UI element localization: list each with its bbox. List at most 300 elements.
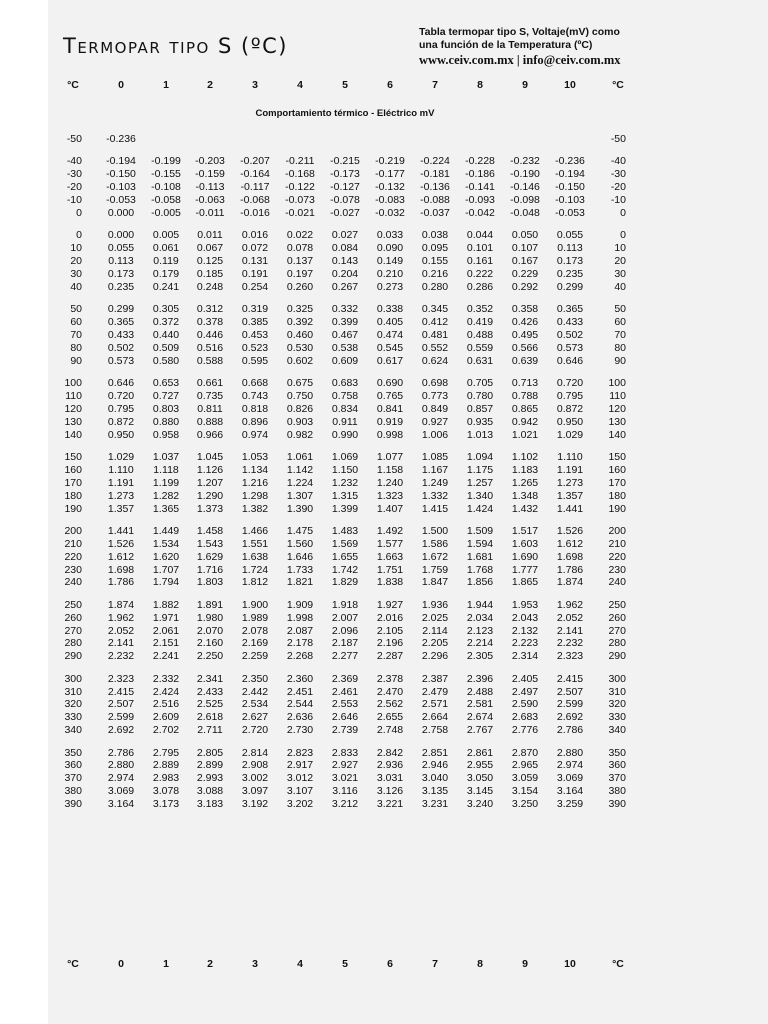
cell-mv: 1.492 — [376, 524, 404, 537]
row-temperature-left: 30 — [70, 267, 82, 280]
cell-mv: 2.405 — [511, 672, 539, 685]
cell-mv: 0.050 — [511, 229, 539, 242]
row-temperature-right: 240 — [608, 576, 626, 589]
cell-mv: -0.150 — [555, 181, 585, 194]
cell-mv: -0.048 — [510, 206, 540, 219]
cell-mv: 1.698 — [107, 563, 135, 576]
cell-mv: 2.387 — [421, 672, 449, 685]
cell-mv: 1.373 — [196, 502, 224, 515]
row-temperature-left: 50 — [70, 303, 82, 316]
cell-mv: 2.917 — [286, 759, 314, 772]
cell-mv: 0.453 — [241, 328, 269, 341]
cell-mv: 0.758 — [331, 389, 359, 402]
cell-mv: 1.944 — [466, 598, 494, 611]
cell-mv: 0.780 — [466, 389, 494, 402]
cell-mv: 1.273 — [556, 476, 584, 489]
cell-mv: 0.372 — [152, 316, 180, 328]
cell-mv: 3.164 — [107, 798, 135, 811]
cell-mv: 2.889 — [152, 759, 180, 772]
cell-mv: 1.838 — [376, 576, 404, 589]
cell-mv: 2.341 — [196, 672, 224, 685]
cell-mv: 1.085 — [421, 450, 449, 463]
cell-mv: 0.433 — [107, 328, 135, 341]
cell-mv: -0.016 — [240, 206, 270, 219]
cell-mv: 2.562 — [376, 698, 404, 711]
table-row — [0, 612, 768, 624]
cell-mv: 1.483 — [331, 524, 359, 537]
table-row — [0, 724, 768, 736]
row-temperature-right: 10 — [614, 242, 626, 255]
cell-mv: 1.829 — [331, 576, 359, 589]
cell-mv: 0.044 — [466, 229, 494, 242]
cell-mv: 0.149 — [376, 255, 404, 267]
cell-mv: -0.093 — [465, 194, 495, 206]
cell-mv: 2.360 — [286, 672, 314, 685]
cell-mv: 1.856 — [466, 576, 494, 589]
cell-mv: 0.668 — [241, 377, 269, 389]
cell-mv: 1.526 — [556, 524, 584, 537]
cell-mv: 0.841 — [376, 402, 404, 415]
row-temperature-right: 90 — [614, 354, 626, 367]
row-temperature-left: -20 — [66, 181, 82, 194]
cell-mv: 0.653 — [152, 377, 180, 389]
cell-mv: 1.013 — [466, 428, 494, 441]
cell-mv: 1.029 — [556, 428, 584, 441]
table-row — [0, 133, 768, 145]
cell-mv: 0.358 — [511, 303, 539, 316]
row-temperature-left: 140 — [64, 428, 82, 441]
cell-mv: 2.123 — [466, 624, 494, 637]
row-temperature-left: 240 — [64, 576, 82, 589]
cell-mv: 0.624 — [421, 354, 449, 367]
row-temperature-left: 350 — [64, 746, 82, 759]
cell-mv: 0.273 — [376, 280, 404, 293]
cell-mv: 0.378 — [196, 316, 224, 328]
cell-mv: 0.888 — [196, 415, 224, 428]
cell-mv: 1.399 — [331, 502, 359, 515]
cell-mv: 1.167 — [421, 463, 449, 476]
cell-mv: 0.509 — [152, 341, 180, 354]
cell-mv: 1.786 — [107, 576, 135, 589]
cell-mv: 3.250 — [511, 798, 539, 811]
cell-mv: 1.874 — [107, 598, 135, 611]
cell-mv: 2.296 — [421, 650, 449, 663]
cell-mv: 2.052 — [556, 611, 584, 624]
cell-mv: 0.773 — [421, 389, 449, 402]
cell-mv: 0.385 — [241, 316, 269, 328]
cell-mv: 1.577 — [376, 537, 404, 550]
row-temperature-left: 170 — [64, 476, 82, 489]
cell-mv: 0.602 — [286, 354, 314, 367]
cell-mv: 1.332 — [421, 489, 449, 502]
cell-mv: -0.232 — [510, 155, 540, 168]
cell-mv: 0.173 — [107, 267, 135, 280]
cell-mv: 1.348 — [511, 489, 539, 502]
cell-mv: 0.433 — [556, 316, 584, 328]
cell-mv: 2.415 — [107, 685, 135, 698]
cell-mv: 0.419 — [466, 316, 494, 328]
row-temperature-left: 370 — [64, 772, 82, 785]
cell-mv: 1.812 — [241, 576, 269, 589]
cell-mv: 0.365 — [107, 316, 135, 328]
table-row — [0, 785, 768, 797]
cell-mv: 3.164 — [556, 785, 584, 798]
cell-mv: 0.312 — [196, 303, 224, 316]
cell-mv: 1.759 — [421, 563, 449, 576]
cell-mv: 1.390 — [286, 502, 314, 515]
cell-mv: 2.332 — [152, 672, 180, 685]
cell-mv: 1.998 — [286, 611, 314, 624]
cell-mv: 1.466 — [241, 524, 269, 537]
row-temperature-right: 40 — [614, 280, 626, 293]
cell-mv: 0.179 — [152, 267, 180, 280]
cell-mv: 1.053 — [241, 450, 269, 463]
cell-mv: 0.545 — [376, 341, 404, 354]
cell-mv: 0.067 — [196, 242, 224, 255]
row-temperature-right: 180 — [608, 489, 626, 502]
cell-mv: 2.016 — [376, 611, 404, 624]
row-temperature-right: 390 — [608, 798, 626, 811]
cell-mv: 1.918 — [331, 598, 359, 611]
cell-mv: 0.137 — [286, 255, 314, 267]
description-line-1: Tabla termopar tipo S, Voltaje(mV) como — [419, 26, 620, 38]
cell-mv: 2.277 — [331, 650, 359, 663]
column-header: 9 — [522, 958, 528, 970]
cell-mv: 0.460 — [286, 328, 314, 341]
cell-mv: 0.713 — [511, 377, 539, 389]
row-temperature-right: 290 — [608, 650, 626, 663]
cell-mv: 1.971 — [152, 611, 180, 624]
cell-mv: -0.168 — [285, 168, 315, 181]
cell-mv: 2.461 — [331, 685, 359, 698]
cell-mv: 0.072 — [241, 242, 269, 255]
cell-mv: 2.132 — [511, 624, 539, 637]
cell-mv: -0.219 — [375, 155, 405, 168]
row-temperature-right: 220 — [608, 550, 626, 563]
cell-mv: 1.882 — [152, 598, 180, 611]
cell-mv: 0.720 — [556, 377, 584, 389]
row-temperature-right: 320 — [608, 698, 626, 711]
cell-mv: 0.974 — [241, 428, 269, 441]
cell-mv: 0.690 — [376, 377, 404, 389]
table-row — [0, 377, 768, 389]
row-temperature-left: 340 — [64, 724, 82, 737]
cell-mv: 0.161 — [466, 255, 494, 267]
cell-mv: 2.599 — [107, 711, 135, 724]
column-header: 7 — [432, 79, 438, 91]
row-temperature-left: 310 — [64, 685, 82, 698]
cell-mv: 2.590 — [511, 698, 539, 711]
cell-mv: -0.224 — [420, 155, 450, 168]
cell-mv: 1.021 — [511, 428, 539, 441]
cell-mv: 0.872 — [556, 402, 584, 415]
row-temperature-right: 260 — [608, 611, 626, 624]
cell-mv: 3.040 — [421, 772, 449, 785]
cell-mv: 2.739 — [331, 724, 359, 737]
row-temperature-left: -50 — [66, 133, 82, 145]
cell-mv: 0.698 — [421, 377, 449, 389]
cell-mv: 0.865 — [511, 402, 539, 415]
row-temperature-right: 50 — [614, 303, 626, 316]
cell-mv: 0.446 — [196, 328, 224, 341]
cell-mv: 2.268 — [286, 650, 314, 663]
cell-mv: 1.006 — [421, 428, 449, 441]
cell-mv: 1.118 — [153, 463, 179, 476]
cell-mv: 0.235 — [107, 280, 135, 293]
cell-mv: -0.037 — [420, 206, 450, 219]
cell-mv: -0.211 — [285, 155, 315, 168]
cell-mv: 1.551 — [241, 537, 269, 550]
cell-mv: 0.559 — [466, 341, 494, 354]
table-row — [0, 268, 768, 280]
row-temperature-left: 270 — [64, 624, 82, 637]
column-header: 3 — [252, 79, 258, 91]
cell-mv: 3.221 — [376, 798, 404, 811]
cell-mv: 1.458 — [196, 524, 224, 537]
cell-mv: -0.042 — [465, 206, 495, 219]
cell-mv: -0.207 — [240, 155, 270, 168]
cell-mv: 2.096 — [331, 624, 359, 637]
cell-mv: 2.823 — [286, 746, 314, 759]
table-row — [0, 698, 768, 710]
column-header: 1 — [163, 958, 169, 970]
cell-mv: 2.396 — [466, 672, 494, 685]
cell-mv: 0.078 — [286, 242, 314, 255]
table-row — [0, 711, 768, 723]
cell-mv: 2.683 — [511, 711, 539, 724]
cell-mv: 1.183 — [511, 463, 539, 476]
table-row — [0, 490, 768, 502]
row-temperature-left: 160 — [64, 463, 82, 476]
cell-mv: 2.664 — [421, 711, 449, 724]
row-temperature-right: 330 — [608, 711, 626, 724]
cell-mv: -0.159 — [195, 168, 225, 181]
row-temperature-right: 120 — [608, 402, 626, 415]
cell-mv: 0.119 — [153, 255, 179, 267]
cell-mv: 1.586 — [421, 537, 449, 550]
cell-mv: 0.254 — [241, 280, 269, 293]
cell-mv: 2.043 — [511, 611, 539, 624]
cell-mv: 2.160 — [196, 637, 224, 650]
cell-mv: 3.202 — [286, 798, 314, 811]
cell-mv: 1.415 — [421, 502, 449, 515]
table-row — [0, 429, 768, 441]
table-row — [0, 416, 768, 428]
cell-mv: 2.323 — [556, 650, 584, 663]
column-header: 2 — [207, 958, 213, 970]
cell-mv: 2.720 — [241, 724, 269, 737]
row-temperature-left: 150 — [64, 450, 82, 463]
cell-mv: -0.068 — [240, 194, 270, 206]
column-header: °C — [612, 79, 624, 91]
cell-mv: -0.098 — [510, 194, 540, 206]
cell-mv: 0.440 — [152, 328, 180, 341]
cell-mv: 2.880 — [107, 759, 135, 772]
cell-mv: 0.639 — [511, 354, 539, 367]
cell-mv: 0.210 — [376, 267, 404, 280]
column-header: 5 — [342, 958, 348, 970]
cell-mv: 2.899 — [196, 759, 224, 772]
cell-mv: 2.479 — [421, 685, 449, 698]
table-row — [0, 329, 768, 341]
cell-mv: 2.232 — [107, 650, 135, 663]
cell-mv: 2.927 — [331, 759, 359, 772]
cell-mv: 0.803 — [152, 402, 180, 415]
cell-mv: 0.516 — [196, 341, 224, 354]
cell-mv: 0.580 — [152, 354, 180, 367]
row-temperature-right: 100 — [608, 377, 626, 389]
cell-mv: 1.569 — [331, 537, 359, 550]
table-row — [0, 464, 768, 476]
cell-mv: 0.488 — [466, 328, 494, 341]
column-header: 9 — [522, 79, 528, 91]
cell-mv: 1.927 — [376, 598, 404, 611]
column-header-row-bottom — [0, 958, 768, 972]
cell-mv: 1.232 — [331, 476, 359, 489]
cell-mv: 0.720 — [107, 389, 135, 402]
table-row — [0, 181, 768, 193]
cell-mv: 1.794 — [152, 576, 180, 589]
cell-mv: 3.088 — [196, 785, 224, 798]
row-temperature-right: 190 — [608, 502, 626, 515]
table-row — [0, 551, 768, 563]
cell-mv: 0.286 — [466, 280, 494, 293]
row-temperature-left: 0 — [76, 229, 82, 242]
table-row — [0, 747, 768, 759]
table-row — [0, 316, 768, 328]
cell-mv: 0.795 — [107, 402, 135, 415]
table-row — [0, 599, 768, 611]
cell-mv: 3.145 — [466, 785, 494, 798]
cell-mv: -0.103 — [106, 181, 136, 194]
cell-mv: 1.216 — [241, 476, 269, 489]
table-row — [0, 759, 768, 771]
cell-mv: 0.204 — [331, 267, 359, 280]
cell-mv: -0.021 — [285, 206, 315, 219]
cell-mv: 1.594 — [466, 537, 494, 550]
cell-mv: 0.113 — [108, 255, 134, 267]
cell-mv: 0.345 — [421, 303, 449, 316]
cell-mv: 0.903 — [286, 415, 314, 428]
row-temperature-right: 300 — [608, 672, 626, 685]
cell-mv: 3.231 — [421, 798, 449, 811]
cell-mv: 3.097 — [241, 785, 269, 798]
cell-mv: 2.314 — [511, 650, 539, 663]
cell-mv: 0.426 — [511, 316, 539, 328]
cell-mv: -0.058 — [151, 194, 181, 206]
cell-mv: 2.711 — [197, 724, 223, 737]
cell-mv: 2.223 — [511, 637, 539, 650]
cell-mv: 2.052 — [107, 624, 135, 637]
row-temperature-right: -10 — [610, 194, 626, 206]
cell-mv: 1.865 — [511, 576, 539, 589]
cell-mv: 0.950 — [556, 415, 584, 428]
cell-mv: 2.936 — [376, 759, 404, 772]
cell-mv: 2.323 — [107, 672, 135, 685]
cell-mv: 1.407 — [376, 502, 404, 515]
cell-mv: 1.475 — [286, 524, 314, 537]
cell-mv: 0.185 — [196, 267, 224, 280]
table-row — [0, 303, 768, 315]
cell-mv: 3.069 — [107, 785, 135, 798]
cell-mv: 0.735 — [196, 389, 224, 402]
cell-mv: 2.776 — [511, 724, 539, 737]
cell-mv: 0.683 — [331, 377, 359, 389]
row-temperature-right: 230 — [608, 563, 626, 576]
cell-mv: 2.205 — [421, 637, 449, 650]
cell-mv: 0.750 — [286, 389, 314, 402]
cell-mv: 0.267 — [331, 280, 359, 293]
cell-mv: 1.357 — [556, 489, 584, 502]
cell-mv: 0.022 — [286, 229, 314, 242]
cell-mv: 0.016 — [241, 229, 269, 242]
row-temperature-left: 0 — [76, 206, 82, 219]
cell-mv: -0.073 — [285, 194, 315, 206]
cell-mv: 2.636 — [286, 711, 314, 724]
cell-mv: 2.544 — [286, 698, 314, 711]
cell-mv: 0.299 — [556, 280, 584, 293]
document-title: Termopar tipo S (ºC) — [63, 34, 288, 58]
cell-mv: 0.000 — [107, 229, 135, 242]
cell-mv: 0.292 — [511, 280, 539, 293]
cell-mv: 0.927 — [421, 415, 449, 428]
cell-mv: 2.805 — [196, 746, 224, 759]
cell-mv: 0.743 — [241, 389, 269, 402]
cell-mv: 0.216 — [421, 267, 449, 280]
cell-mv: 1.936 — [421, 598, 449, 611]
cell-mv: 0.982 — [286, 428, 314, 441]
row-temperature-right: -20 — [610, 181, 626, 194]
cell-mv: 2.795 — [152, 746, 180, 759]
cell-mv: 0.495 — [511, 328, 539, 341]
table-row — [0, 503, 768, 515]
row-temperature-right: 80 — [614, 341, 626, 354]
cell-mv: 2.861 — [466, 746, 494, 759]
cell-mv: 0.090 — [376, 242, 404, 255]
cell-mv: 1.953 — [511, 598, 539, 611]
cell-mv: 1.249 — [421, 476, 449, 489]
cell-mv: 1.909 — [286, 598, 314, 611]
cell-mv: 0.095 — [421, 242, 449, 255]
cell-mv: 0.167 — [511, 255, 539, 267]
cell-mv: 3.259 — [556, 798, 584, 811]
row-temperature-right: 270 — [608, 624, 626, 637]
cell-mv: 0.235 — [556, 267, 584, 280]
cell-mv: 2.974 — [107, 772, 135, 785]
cell-mv: 0.248 — [196, 280, 224, 293]
row-temperature-right: 150 — [608, 450, 626, 463]
cell-mv: 2.070 — [196, 624, 224, 637]
row-temperature-left: 90 — [70, 354, 82, 367]
cell-mv: 1.742 — [331, 563, 359, 576]
row-temperature-right: 20 — [614, 255, 626, 267]
cell-mv: 3.212 — [331, 798, 359, 811]
cell-mv: -0.011 — [195, 206, 225, 219]
cell-mv: -0.005 — [151, 206, 181, 219]
cell-mv: 2.974 — [556, 759, 584, 772]
cell-mv: -0.199 — [151, 155, 181, 168]
cell-mv: -0.083 — [375, 194, 405, 206]
cell-mv: 0.155 — [421, 255, 449, 267]
column-header: 8 — [477, 79, 483, 91]
row-temperature-right: 140 — [608, 428, 626, 441]
cell-mv: 0.661 — [196, 377, 224, 389]
cell-mv: 1.612 — [107, 550, 135, 563]
cell-mv: 1.681 — [466, 550, 494, 563]
row-temperature-right: -30 — [610, 168, 626, 181]
row-temperature-left: -40 — [66, 155, 82, 168]
cell-mv: 0.027 — [331, 229, 359, 242]
